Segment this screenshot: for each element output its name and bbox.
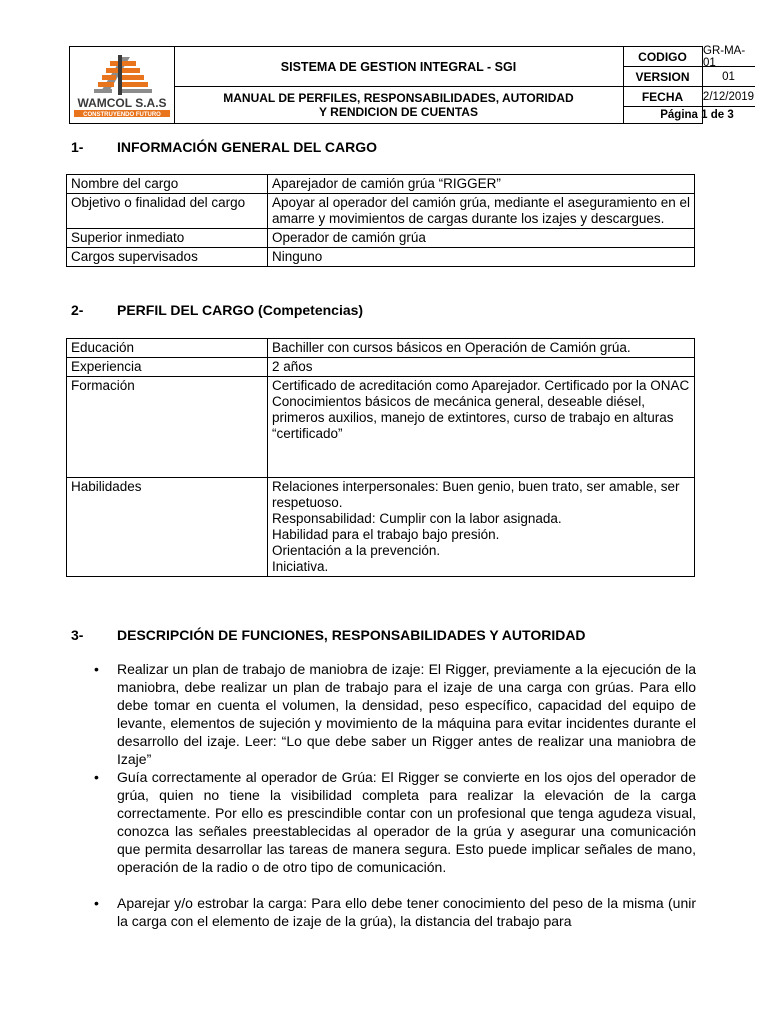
section-title: PERFIL DEL CARGO (Competencias) xyxy=(117,302,364,318)
logo-text: WAMCOL S.A.S xyxy=(77,96,167,110)
general-info-table xyxy=(66,174,695,267)
table-row xyxy=(67,248,695,267)
meta-value: GR-MA-01 xyxy=(703,44,746,69)
page-number: Página 1 de 3 xyxy=(660,109,734,121)
row-value xyxy=(268,358,695,377)
manual-title-line1: MANUAL DE PERFILES, RESPONSABILIDADES, AUTORIDAD xyxy=(223,90,574,105)
row-label: Habilidades xyxy=(67,478,268,577)
value-line: Habilidad para el trabajo bajo presión. xyxy=(272,527,500,542)
list-item xyxy=(94,660,696,768)
value-line: Orientación a la prevención. xyxy=(272,543,441,558)
row-value xyxy=(268,478,695,577)
row-value: Aparejador de camión grúa “RIGGER” xyxy=(268,175,695,194)
row-value: Operador de camión grúa xyxy=(268,229,695,248)
table-row xyxy=(67,194,695,229)
value-line: Conocimientos básicos de mecánica general, deseable diésel, primeros auxilios, manejo de extintores, curso de trabajo en alturas “certificado” xyxy=(272,394,674,441)
value-line: Bachiller con cursos básicos en Operación de Camión grúa. xyxy=(272,340,631,355)
section-title: DESCRIPCIÓN DE FUNCIONES, RESPONSABILIDADES Y AUTORIDAD xyxy=(117,627,586,643)
system-title: SISTEMA DE GESTION INTEGRAL - SGI xyxy=(174,47,624,87)
bullet-icon: • xyxy=(94,769,99,785)
row-label: Superior inmediato xyxy=(67,229,268,248)
meta-code xyxy=(623,44,755,69)
table-row xyxy=(67,377,695,478)
table-row xyxy=(67,229,695,248)
bullet-icon: • xyxy=(94,895,99,911)
value-line: 2 años xyxy=(272,359,313,374)
document-header xyxy=(69,44,755,124)
table-row xyxy=(67,339,695,358)
row-label: Objetivo o finalidad del cargo xyxy=(67,194,268,229)
building-logo-icon xyxy=(70,47,174,123)
table-row xyxy=(67,478,695,577)
value-line: Relaciones interpersonales: Buen genio, buen trato, ser amable, ser respetuoso. xyxy=(272,479,680,510)
logo-tagline: CONSTRUYENDO FUTURO xyxy=(83,112,161,118)
table-row xyxy=(67,358,695,377)
company-logo xyxy=(70,47,175,123)
manual-title-line2: Y RENDICION DE CUENTAS xyxy=(319,104,478,119)
row-label: Formación xyxy=(67,377,268,478)
meta-value: 01 xyxy=(722,70,735,83)
row-label: Nombre del cargo xyxy=(67,175,268,194)
list-item xyxy=(94,768,696,876)
section-title: INFORMACIÓN GENERAL DEL CARGO xyxy=(117,139,378,155)
meta-version xyxy=(623,67,755,87)
row-value: Ninguno xyxy=(268,248,695,267)
row-value xyxy=(268,377,695,478)
section-number: 2- xyxy=(71,302,84,318)
list-item-text: Guía correctamente al operador de Grúa: El Rigger se convierte en los ojos del operador de grúa, quien no tiene la visibilidad completa para realizar la elevación de la carga correctamente. Por ello es prescindible contar con un profesional que tenga agudeza visual, conozca las señales preestablecidas al operador de la grúa y asegurar una comunicación que permita desarrollar las tareas de manera segura. Esto puede implicar señales de mano, operación de la radio o de otro tipo de comunicación. xyxy=(117,769,696,875)
section-number: 1- xyxy=(71,139,84,155)
row-label: Cargos supervisados xyxy=(67,248,268,267)
list-item-text: Aparejar y/o estrobar la carga: Para ello debe tener conocimiento del peso de la misma (unir la carga con el elemento de izaje de la grúa), la distancia del trabajo para xyxy=(117,895,696,929)
meta-label: VERSION xyxy=(623,67,703,86)
meta-label: CODIGO xyxy=(623,47,703,66)
meta-date xyxy=(623,87,755,107)
manual-title xyxy=(174,86,624,123)
value-line: Responsabilidad: Cumplir con la labor asignada. xyxy=(272,511,562,526)
value-line: Iniciativa. xyxy=(272,559,329,574)
meta-label: FECHA xyxy=(623,87,703,106)
list-item-text: Realizar un plan de trabajo de maniobra de izaje: El Rigger, previamente a la ejecución de la maniobra, debe realizar un plan de trabajo para el izaje de una carga con grúas. Para ello debe tomar en cuenta el volumen, la densidad, peso específico, capacidad del equipo de levante, elementos de sujeción y movimiento de la máquina para evitar incidentes durante el desarrollo del izaje. Leer: “Lo que debe saber un Rigger antes de realizar una maniobra de Izaje” xyxy=(117,661,696,767)
list-item xyxy=(94,894,696,930)
section2-heading xyxy=(71,302,363,318)
profile-table xyxy=(66,338,695,577)
value-line: Certificado de acreditación como Aparejador. Certificado por la ONAC xyxy=(272,378,690,393)
row-value xyxy=(268,339,695,358)
row-label: Experiencia xyxy=(67,358,268,377)
bullet-icon: • xyxy=(94,661,99,677)
section3-heading xyxy=(71,627,586,643)
functions-list xyxy=(94,660,696,930)
table-row xyxy=(67,175,695,194)
row-label: Educación xyxy=(67,339,268,358)
section-number: 3- xyxy=(71,627,84,643)
section1-heading xyxy=(71,139,377,155)
meta-value: 2/12/2019 xyxy=(702,90,755,103)
row-value: Apoyar al operador del camión grúa, mediante el aseguramiento en el amarre y movimientos de cargas durante los izajes y descargues. xyxy=(268,194,695,229)
document-meta xyxy=(623,44,755,123)
